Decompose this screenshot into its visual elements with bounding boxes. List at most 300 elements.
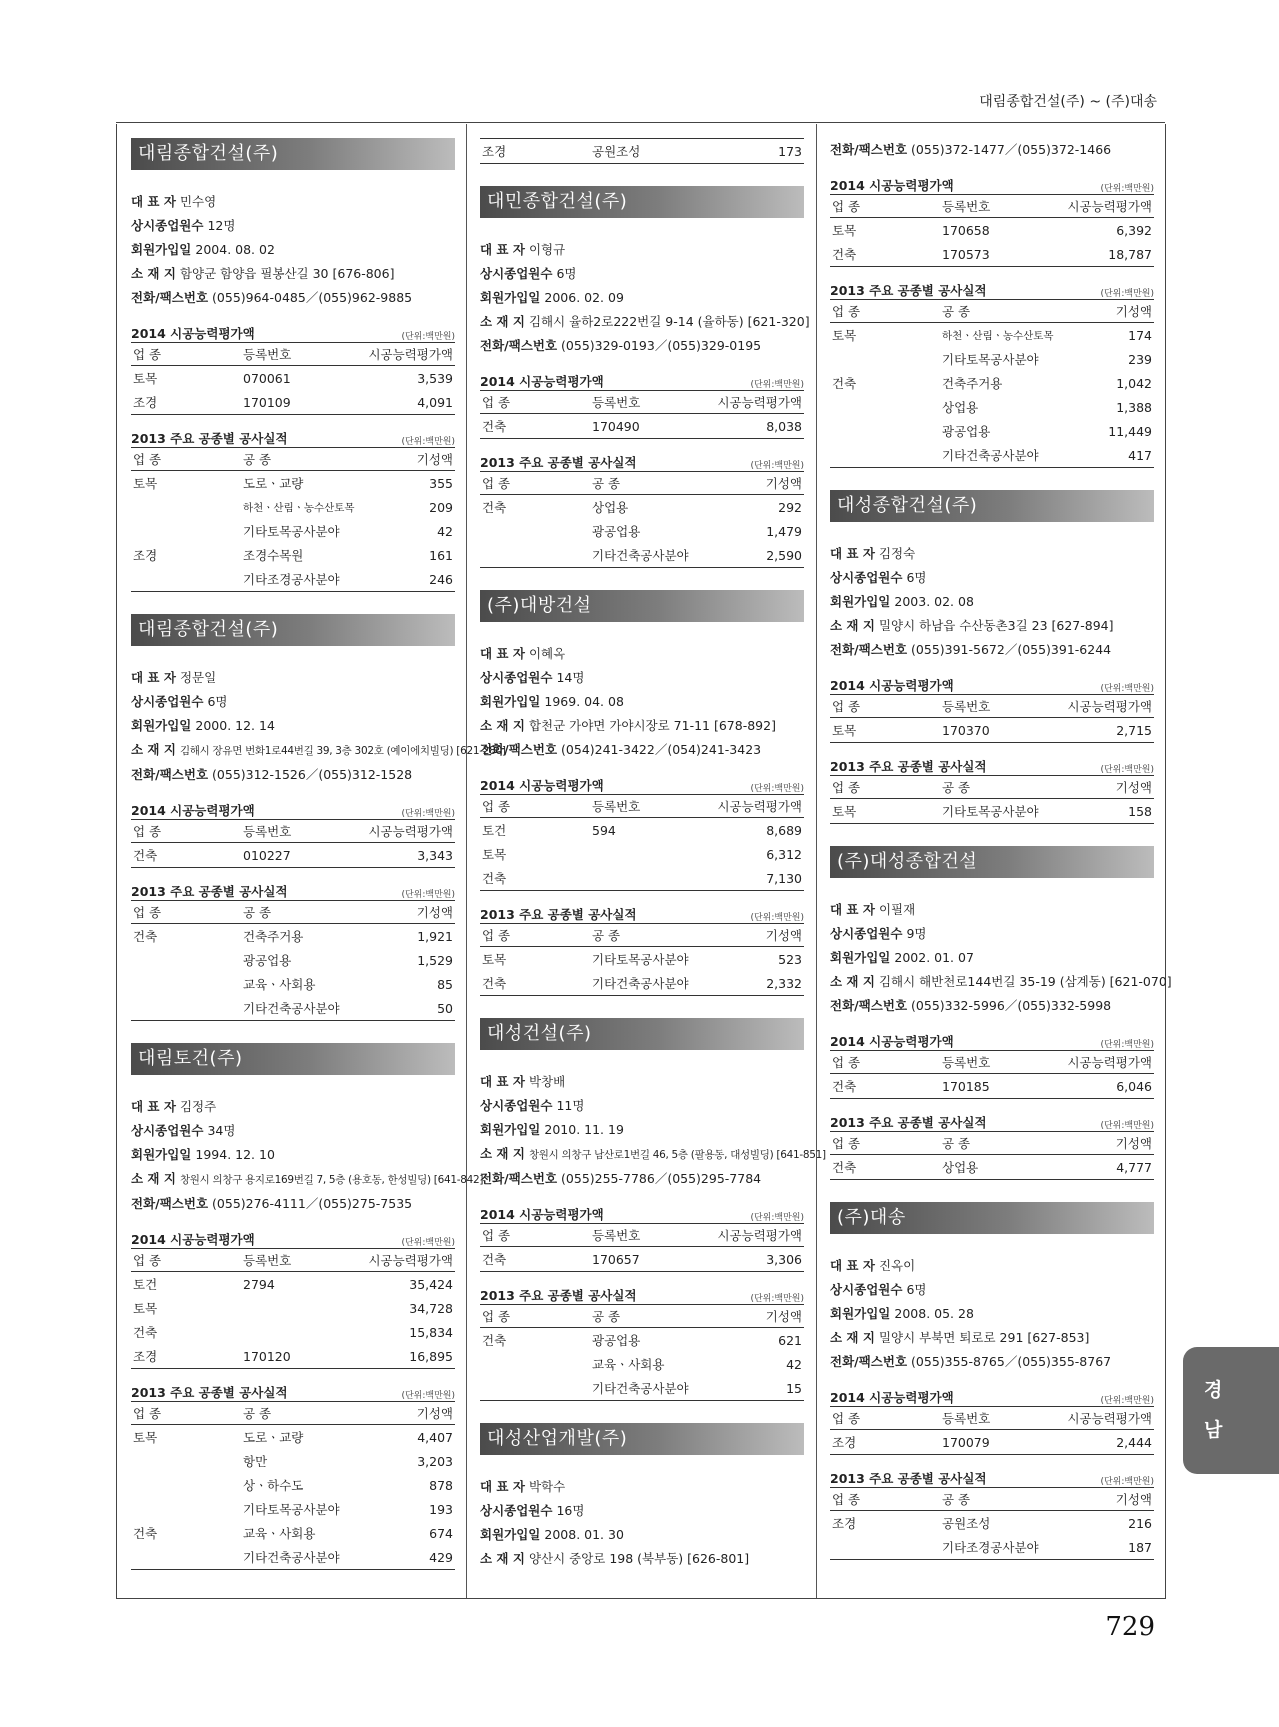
staff-count-label: 상시종업원수 xyxy=(830,926,903,941)
table-row xyxy=(480,842,804,866)
column-header: 업 종 xyxy=(131,820,241,843)
column-header: 공 종 xyxy=(590,472,694,495)
eval-section-head-title: 2014 시공능력평가액 xyxy=(830,1034,954,1049)
column-header: 업 종 xyxy=(480,924,590,947)
eval-section-head xyxy=(131,320,455,342)
address xyxy=(131,262,455,286)
phone-fax-value: (054)241-3422／(054)241-3423 xyxy=(561,742,762,757)
table-row xyxy=(830,1074,1154,1099)
phone-fax-label: 전화/팩스번호 xyxy=(480,338,558,353)
column-divider xyxy=(466,124,467,1598)
table-cell: 토목 xyxy=(133,1301,158,1316)
representative-label: 대 표 자 xyxy=(131,1099,176,1114)
join-date-value: 2008. 01. 30 xyxy=(544,1527,624,1542)
column-header: 등록번호 xyxy=(590,1224,694,1247)
table-row xyxy=(830,1155,1154,1180)
table-cell: 246 xyxy=(429,571,453,587)
table-row xyxy=(131,471,455,496)
table-cell: 2,715 xyxy=(1116,722,1152,738)
table-row xyxy=(131,924,455,949)
table-cell: 공원조성 xyxy=(942,1516,991,1531)
column-header: 등록번호 xyxy=(940,195,1044,218)
perf-table xyxy=(131,900,455,1021)
address-value: 김해시 장유면 번화1로44번길 39, 3층 302호 (예이에치빌딩) [621-280] xyxy=(179,745,506,757)
table-cell: 2,590 xyxy=(766,547,802,563)
address-value: 양산시 중앙로 198 (북부동) [626-801] xyxy=(528,1551,750,1566)
table-cell: 3,343 xyxy=(417,847,453,863)
join-date xyxy=(830,946,1154,970)
perf-table xyxy=(830,1131,1154,1180)
join-date-label: 회원가입일 xyxy=(480,694,541,709)
table-row xyxy=(480,414,804,439)
staff-count-label: 상시종업원수 xyxy=(480,1098,553,1113)
join-date-value: 2000. 12. 14 xyxy=(195,718,275,733)
unit-label: (단위:백만원) xyxy=(1100,1121,1154,1131)
column-2 xyxy=(480,138,826,1571)
column-header: 업 종 xyxy=(830,776,940,799)
representative xyxy=(480,642,804,666)
address-label: 소 재 지 xyxy=(830,1330,875,1345)
table-cell xyxy=(131,1497,241,1521)
join-date-value: 2010. 11. 19 xyxy=(544,1122,624,1137)
join-date-label: 회원가입일 xyxy=(830,950,891,965)
table-header-row xyxy=(131,1249,455,1272)
address-label: 소 재 지 xyxy=(131,266,176,281)
table-cell: 하천ㆍ산림ㆍ농수산토목 xyxy=(243,501,355,514)
table-cell: 4,091 xyxy=(417,394,453,410)
perf-section-head xyxy=(480,901,804,923)
column-header: 공 종 xyxy=(590,924,694,947)
table-row xyxy=(830,799,1154,824)
company-entry xyxy=(480,1018,826,1401)
table-cell: 8,689 xyxy=(766,822,802,838)
table-cell: 239 xyxy=(1128,351,1152,367)
continued-table xyxy=(480,138,804,164)
staff-count-value: 12명 xyxy=(207,218,236,233)
phone-fax-label: 전화/팩스번호 xyxy=(480,742,558,757)
phone-fax-value: (055)255-7786／(055)295-7784 xyxy=(561,1171,762,1186)
column-header: 등록번호 xyxy=(590,795,694,818)
representative-value: 이필재 xyxy=(878,902,916,917)
table-row xyxy=(131,1473,455,1497)
table-row xyxy=(480,1352,804,1376)
eval-table xyxy=(830,694,1154,743)
join-date xyxy=(131,238,455,262)
table-row xyxy=(830,323,1154,348)
staff-count-label: 상시종업원수 xyxy=(480,1503,553,1518)
staff-count-label: 상시종업원수 xyxy=(480,670,553,685)
table-cell: 170185 xyxy=(942,1078,990,1094)
table-cell xyxy=(131,1545,241,1570)
table-cell: 기타건축공사분야 xyxy=(592,548,689,563)
representative xyxy=(131,666,455,690)
column-header: 등록번호 xyxy=(940,695,1044,718)
unit-label: (단위:백만원) xyxy=(750,913,804,923)
staff-count-value: 14명 xyxy=(556,670,585,685)
company-entry xyxy=(830,1202,1154,1560)
table-cell: 170109 xyxy=(243,394,291,410)
company-name: 대림종합건설(주) xyxy=(131,138,455,170)
table-row xyxy=(480,818,804,843)
representative xyxy=(830,542,1154,566)
table-row xyxy=(830,443,1154,468)
join-date-label: 회원가입일 xyxy=(131,718,192,733)
table-cell: 공원조성 xyxy=(592,144,641,159)
table-cell: 34,728 xyxy=(409,1300,453,1316)
eval-section-head xyxy=(480,772,804,794)
column-header: 업 종 xyxy=(131,343,241,366)
phone-fax xyxy=(480,738,804,762)
join-date-label: 회원가입일 xyxy=(131,1147,192,1162)
column-header: 공 종 xyxy=(940,300,1044,323)
company-entry xyxy=(131,1043,484,1570)
table-cell: 건축 xyxy=(832,376,857,391)
column-header: 등록번호 xyxy=(241,1249,345,1272)
perf-section-head xyxy=(131,1379,455,1401)
table-row xyxy=(830,1511,1154,1536)
table-row xyxy=(131,948,455,972)
representative-value: 민수영 xyxy=(179,194,217,209)
company-entry xyxy=(131,138,455,592)
unit-label: (단위:백만원) xyxy=(401,809,455,819)
table-cell xyxy=(830,347,940,371)
eval-section-head xyxy=(131,1226,455,1248)
table-cell: 상업용 xyxy=(942,1160,979,1175)
table-cell: 기타토목공사분야 xyxy=(592,952,689,967)
staff-count xyxy=(830,1278,1154,1302)
representative xyxy=(830,898,1154,922)
company-name: 대림종합건설(주) xyxy=(131,614,455,646)
company-name: 대림토건(주) xyxy=(131,1043,455,1075)
perf-section-head xyxy=(830,753,1154,775)
table-cell: 토목 xyxy=(832,804,857,819)
representative-value: 김정주 xyxy=(179,1099,217,1114)
table-cell: 교육ㆍ사회용 xyxy=(243,1526,316,1541)
table-cell: 170658 xyxy=(942,222,990,238)
table-row xyxy=(830,1535,1154,1560)
table-cell: 6,312 xyxy=(766,846,802,862)
table-header-row xyxy=(131,1402,455,1425)
table-cell xyxy=(480,1352,590,1376)
representative-label: 대 표 자 xyxy=(480,242,525,257)
representative-value: 정문일 xyxy=(179,670,217,685)
table-cell: 594 xyxy=(592,822,616,838)
column-header: 업 종 xyxy=(830,1407,940,1430)
address xyxy=(131,1167,484,1192)
address-label: 소 재 지 xyxy=(480,1551,525,1566)
column-header: 업 종 xyxy=(830,300,940,323)
table-cell: 건축 xyxy=(482,871,507,886)
table-header-row xyxy=(830,1488,1154,1511)
phone-fax-label: 전화/팩스번호 xyxy=(830,142,908,157)
table-cell: 878 xyxy=(429,1477,453,1493)
company-entry xyxy=(480,186,810,568)
staff-count-value: 11명 xyxy=(556,1098,585,1113)
staff-count-value: 16명 xyxy=(556,1503,585,1518)
unit-label: (단위:백만원) xyxy=(750,1294,804,1304)
table-cell: 건축 xyxy=(133,848,158,863)
eval-section-head-title: 2014 시공능력평가액 xyxy=(480,778,604,793)
eval-table xyxy=(131,342,455,415)
table-cell: 토목 xyxy=(482,847,507,862)
phone-fax-value: (055)312-1526／(055)312-1528 xyxy=(212,767,413,782)
join-date-value: 2008. 05. 28 xyxy=(894,1306,974,1321)
table-row xyxy=(131,1425,455,1450)
table-cell: 2794 xyxy=(243,1276,275,1292)
table-cell: 기타건축공사분야 xyxy=(243,1001,340,1016)
table-cell: 35,424 xyxy=(409,1276,453,1292)
phone-fax-value: (055)329-0193／(055)329-0195 xyxy=(561,338,762,353)
table-header-row xyxy=(131,343,455,366)
column-header: 업 종 xyxy=(131,448,241,471)
column-1 xyxy=(131,138,506,1570)
address-value: 합천군 가야면 가야시장로 71-11 [678-892] xyxy=(528,718,776,733)
table-cell: 기타건축공사분야 xyxy=(592,1381,689,1396)
table-cell: 기타건축공사분야 xyxy=(243,1550,340,1565)
table-row xyxy=(131,390,455,415)
address xyxy=(480,1142,826,1167)
table-cell: 4,777 xyxy=(1116,1159,1152,1175)
staff-count xyxy=(131,214,455,238)
column-header: 공 종 xyxy=(241,901,345,924)
table-row xyxy=(131,366,455,391)
representative-label: 대 표 자 xyxy=(480,1479,525,1494)
staff-count-label: 상시종업원수 xyxy=(480,266,553,281)
eval-section-head-title: 2014 시공능력평가액 xyxy=(131,803,255,818)
staff-count-label: 상시종업원수 xyxy=(131,218,204,233)
column-header: 시공능력평가액 xyxy=(1044,695,1154,718)
table-cell xyxy=(131,567,241,592)
table-cell: 기타조경공사분야 xyxy=(243,572,340,587)
column-header: 시공능력평가액 xyxy=(1044,1407,1154,1430)
phone-fax xyxy=(830,638,1154,662)
perf-section-head-title: 2013 주요 공종별 공사실적 xyxy=(131,1385,288,1400)
table-cell: 건축 xyxy=(482,1252,507,1267)
table-cell: 15 xyxy=(786,1380,802,1396)
eval-section-head-title: 2014 시공능력평가액 xyxy=(830,1390,954,1405)
table-header-row xyxy=(830,1051,1154,1074)
table-row xyxy=(131,1449,455,1473)
table-cell: 광공업용 xyxy=(243,953,292,968)
perf-table xyxy=(480,923,804,996)
perf-section-head xyxy=(480,1282,804,1304)
table-row xyxy=(131,519,455,543)
address xyxy=(830,1326,1154,1350)
eval-section-head xyxy=(480,368,804,390)
table-cell: 42 xyxy=(437,523,453,539)
join-date-value: 2002. 01. 07 xyxy=(894,950,974,965)
staff-count-value: 34명 xyxy=(207,1123,236,1138)
table-cell: 기타토목공사분야 xyxy=(942,804,1039,819)
table-cell: 3,306 xyxy=(766,1251,802,1267)
address xyxy=(830,614,1154,638)
table-cell: 건축 xyxy=(133,929,158,944)
unit-label: (단위:백만원) xyxy=(1100,289,1154,299)
table-cell: 2,444 xyxy=(1116,1434,1152,1450)
perf-table xyxy=(830,1487,1154,1560)
column-header: 시공능력평가액 xyxy=(694,391,804,414)
table-row xyxy=(480,139,804,164)
table-cell: 209 xyxy=(429,499,453,515)
table-cell: 170490 xyxy=(592,418,640,434)
address-label: 소 재 지 xyxy=(480,314,525,329)
table-cell xyxy=(480,519,590,543)
table-header-row xyxy=(830,1407,1154,1430)
table-cell xyxy=(480,543,590,568)
column-header: 등록번호 xyxy=(241,820,345,843)
column-header: 공 종 xyxy=(590,1305,694,1328)
table-row xyxy=(131,1296,455,1320)
table-cell: 429 xyxy=(429,1549,453,1565)
representative xyxy=(480,1475,804,1499)
address xyxy=(480,310,810,334)
table-cell xyxy=(131,948,241,972)
address-label: 소 재 지 xyxy=(830,618,875,633)
representative-value: 이형규 xyxy=(528,242,566,257)
column-header: 공 종 xyxy=(940,1132,1044,1155)
representative xyxy=(480,238,804,262)
table-cell: 070061 xyxy=(243,370,291,386)
address xyxy=(830,970,1172,994)
representative-label: 대 표 자 xyxy=(830,1258,875,1273)
representative-label: 대 표 자 xyxy=(830,546,875,561)
column-header: 공 종 xyxy=(241,1402,345,1425)
table-cell: 2,332 xyxy=(766,975,802,991)
column-header: 기성액 xyxy=(694,924,804,947)
column-3 xyxy=(830,138,1172,1560)
unit-label: (단위:백만원) xyxy=(1100,765,1154,775)
staff-count xyxy=(830,922,1154,946)
table-row xyxy=(480,866,804,891)
company-name: 대성산업개발(주) xyxy=(480,1423,804,1455)
eval-section-head-title: 2014 시공능력평가액 xyxy=(830,678,954,693)
table-cell: 161 xyxy=(429,547,453,563)
table-row xyxy=(131,1521,455,1545)
join-date xyxy=(131,714,455,738)
table-cell: 3,203 xyxy=(417,1453,453,1469)
table-cell: 7,130 xyxy=(766,870,802,886)
table-cell: 건축 xyxy=(832,1079,857,1094)
table-cell: 15,834 xyxy=(409,1324,453,1340)
column-header: 업 종 xyxy=(480,391,590,414)
address-value: 김해시 해반천로144번길 35-19 (삼계동) [621-070] xyxy=(878,974,1172,989)
representative-label: 대 표 자 xyxy=(480,1074,525,1089)
unit-label: (단위:백만원) xyxy=(401,1391,455,1401)
phone-fax-label: 전화/팩스번호 xyxy=(131,1196,209,1211)
table-header-row xyxy=(480,924,804,947)
perf-section-head-title: 2013 주요 공종별 공사실적 xyxy=(131,431,288,446)
column-header: 업 종 xyxy=(480,472,590,495)
join-date xyxy=(830,590,1154,614)
column-header: 업 종 xyxy=(480,1305,590,1328)
table-cell: 조경수목원 xyxy=(243,548,304,563)
eval-table xyxy=(830,194,1154,267)
table-cell: 18,787 xyxy=(1108,246,1152,262)
table-cell: 광공업용 xyxy=(592,524,641,539)
eval-section-head xyxy=(830,172,1154,194)
table-cell: 도로ㆍ교량 xyxy=(243,476,304,491)
table-cell: 기타토목공사분야 xyxy=(243,1502,340,1517)
company-name: (주)대송 xyxy=(830,1202,1154,1234)
unit-label: (단위:백만원) xyxy=(750,461,804,471)
column-header: 시공능력평가액 xyxy=(345,820,455,843)
column-header: 기성액 xyxy=(345,448,455,471)
company-entry xyxy=(830,138,1154,468)
table-cell: 상업용 xyxy=(942,400,979,415)
join-date-label: 회원가입일 xyxy=(830,594,891,609)
table-cell: 토건 xyxy=(133,1277,158,1292)
perf-section-head-title: 2013 주요 공종별 공사실적 xyxy=(131,884,288,899)
address-value: 밀양시 부북면 퇴로로 291 [627-853] xyxy=(878,1330,1090,1345)
table-cell: 42 xyxy=(786,1356,802,1372)
table-cell: 3,539 xyxy=(417,370,453,386)
company-entry xyxy=(480,590,804,996)
eval-table xyxy=(480,390,804,439)
perf-section-head-title: 2013 주요 공종별 공사실적 xyxy=(830,759,987,774)
table-row xyxy=(131,567,455,592)
table-cell: 기타조경공사분야 xyxy=(942,1540,1039,1555)
join-date-value: 2003. 02. 08 xyxy=(894,594,974,609)
perf-section-head xyxy=(131,425,455,447)
table-cell: 1,388 xyxy=(1116,399,1152,415)
join-date-label: 회원가입일 xyxy=(480,1122,541,1137)
representative xyxy=(830,1254,1154,1278)
company-name: (주)대성종합건설 xyxy=(830,846,1154,878)
table-cell: 조경 xyxy=(482,144,507,159)
representative-value: 진옥이 xyxy=(878,1258,916,1273)
column-header: 기성액 xyxy=(1044,1488,1154,1511)
table-row xyxy=(131,843,455,868)
phone-fax-value: (055)964-0485／(055)962-9885 xyxy=(212,290,413,305)
perf-section-head-title: 2013 주요 공종별 공사실적 xyxy=(480,907,637,922)
header-rule xyxy=(116,122,1165,123)
table-cell: 토목 xyxy=(832,723,857,738)
column-header: 기성액 xyxy=(1044,300,1154,323)
table-header-row xyxy=(480,1305,804,1328)
table-cell: 174 xyxy=(1128,327,1152,343)
table-cell: 토목 xyxy=(482,952,507,967)
column-header: 업 종 xyxy=(131,1249,241,1272)
representative-label: 대 표 자 xyxy=(830,902,875,917)
staff-count-value: 9명 xyxy=(906,926,927,941)
phone-fax xyxy=(830,1350,1154,1374)
table-cell: 6,392 xyxy=(1116,222,1152,238)
perf-table xyxy=(830,299,1154,468)
column-header: 공 종 xyxy=(940,776,1044,799)
table-cell: 상업용 xyxy=(592,500,629,515)
table-header-row xyxy=(131,901,455,924)
column-header: 업 종 xyxy=(830,695,940,718)
perf-section-head xyxy=(830,1109,1154,1131)
column-header: 시공능력평가액 xyxy=(345,343,455,366)
table-cell: 건축 xyxy=(482,1333,507,1348)
table-cell: 193 xyxy=(429,1501,453,1517)
table-cell: 292 xyxy=(778,499,802,515)
table-row xyxy=(830,1430,1154,1455)
table-cell: 1,042 xyxy=(1116,375,1152,391)
table-cell: 170079 xyxy=(942,1434,990,1450)
company-entry xyxy=(480,1423,804,1571)
staff-count-value: 6명 xyxy=(906,570,927,585)
table-cell: 1,479 xyxy=(766,523,802,539)
table-row xyxy=(480,495,804,520)
table-row xyxy=(830,395,1154,419)
table-cell: 하천ㆍ산림ㆍ농수산토목 xyxy=(942,329,1054,342)
column-header: 시공능력평가액 xyxy=(345,1249,455,1272)
column-header: 기성액 xyxy=(345,1402,455,1425)
eval-table xyxy=(480,1223,804,1272)
eval-table xyxy=(131,1248,455,1369)
